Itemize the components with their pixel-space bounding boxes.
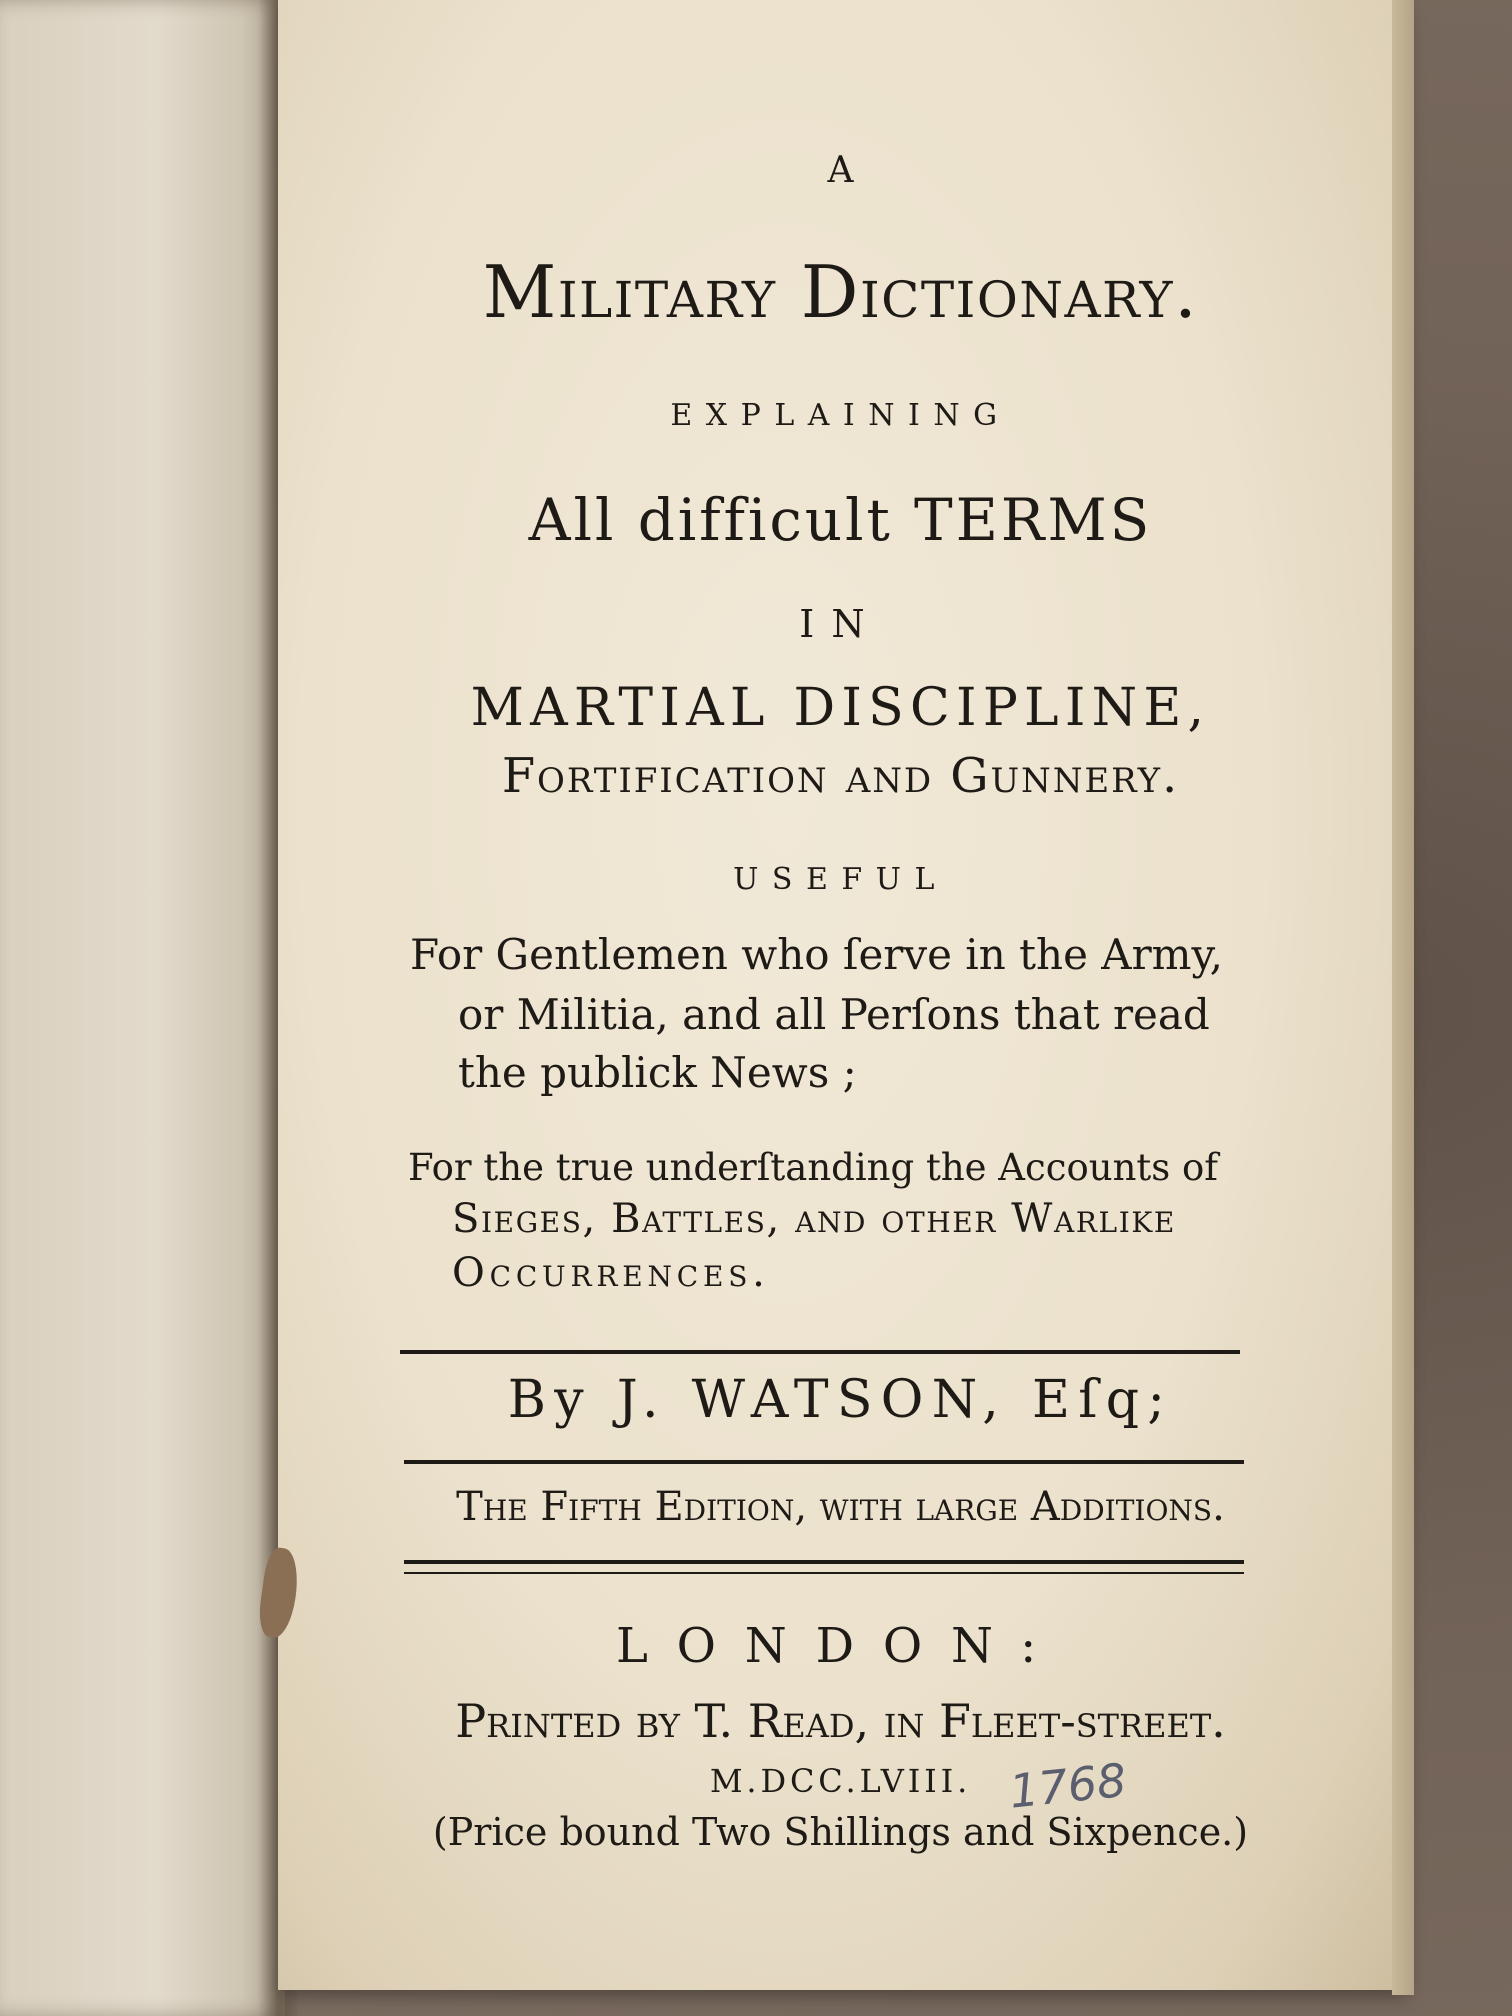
printer: Printed by T. Read, in Fleet-ſtreet.: [455, 1694, 1226, 1748]
fortification-gunnery: Fortification and Gunnery.: [501, 748, 1180, 804]
martial-discipline: MARTIAL DISCIPLINE,: [470, 678, 1211, 738]
in-label: IN: [799, 602, 882, 646]
handwritten-annotation: 1768: [1006, 1752, 1129, 1819]
useful-line-1: For Gentlemen who ſerve in the Army,: [410, 930, 1224, 979]
article: A: [827, 150, 854, 191]
accounts-line-2: Sieges, Battles, and other Warlike: [452, 1196, 1176, 1242]
title-page-text: [278, 0, 1403, 2016]
rule-double-2: [404, 1572, 1244, 1574]
explaining-label: EXPLAINING: [670, 398, 1011, 433]
main-title: Military Dictionary.: [482, 250, 1199, 334]
rule-double-1: [404, 1560, 1244, 1564]
accounts-line-1: For the true underſtanding the Accounts of: [408, 1146, 1218, 1189]
accounts-line-3: Occurrences.: [452, 1250, 770, 1296]
left-page: [0, 0, 285, 2016]
year: M.DCC.LVIII.: [709, 1762, 972, 1800]
price: (Price bound Two Shillings and Sixpence.): [432, 1810, 1249, 1854]
useful-label: USEFUL: [733, 862, 948, 897]
useful-line-3: the publick News ;: [458, 1048, 857, 1097]
city: LONDON:: [615, 1618, 1066, 1674]
difficult-terms: All difficult TERMS: [528, 486, 1153, 554]
rule-top: [400, 1350, 1240, 1354]
useful-line-2: or Militia, and all Perſons that read: [458, 990, 1210, 1039]
edition: The Fifth Edition, with large Additions.: [456, 1484, 1225, 1530]
rule-middle: [404, 1460, 1244, 1464]
author: By J. WATSON, Eſq;: [507, 1370, 1174, 1430]
